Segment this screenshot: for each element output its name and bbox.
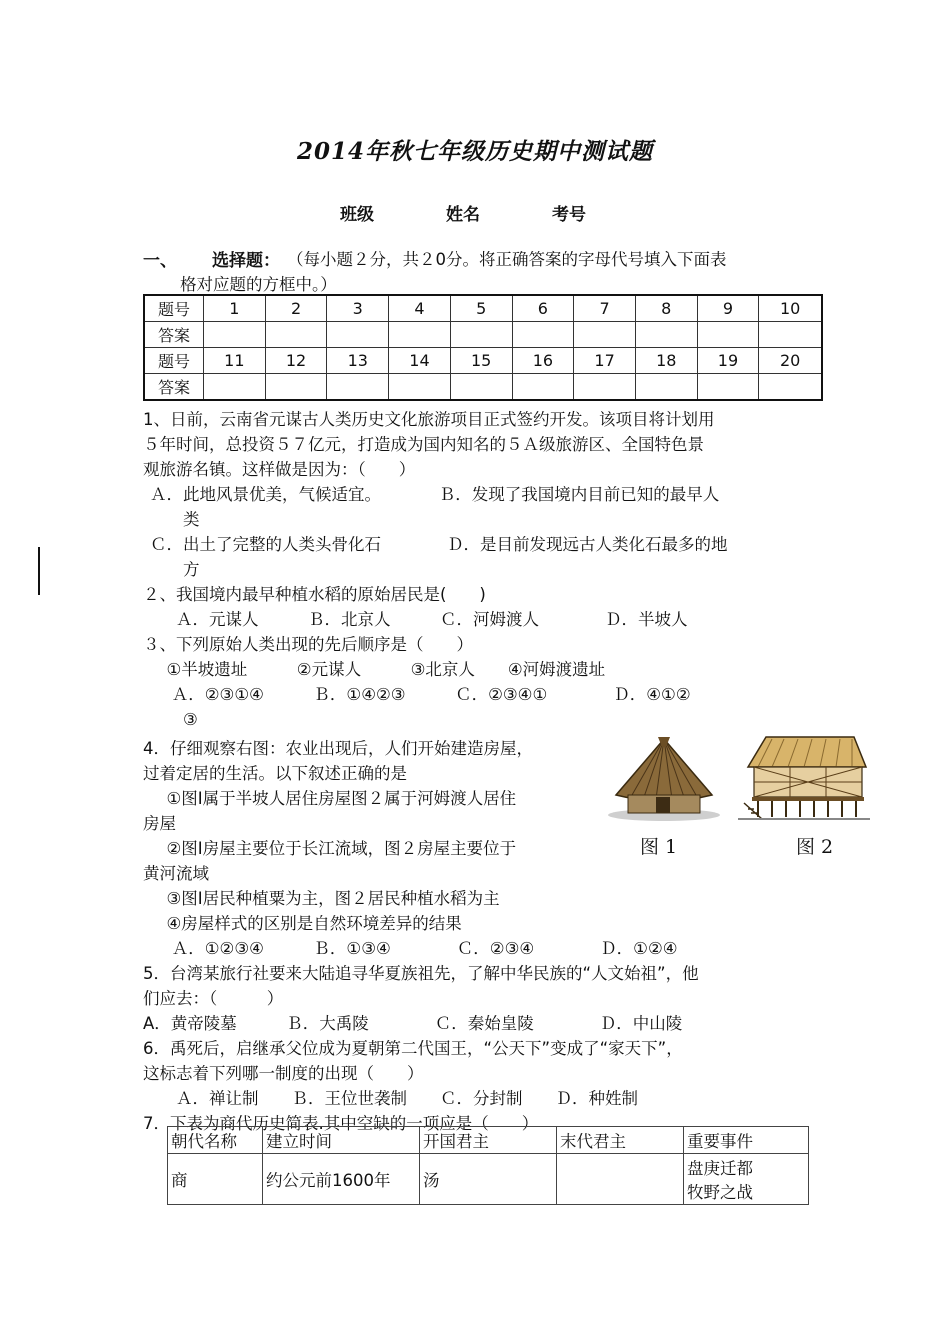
events-cell [684, 1154, 809, 1205]
name-label: 姓名 [446, 205, 480, 225]
answer-cell[interactable] [574, 374, 636, 401]
question-line: 过着定居的生活。以下叙述正确的是 [143, 764, 407, 783]
question-number: 13 [327, 348, 389, 374]
answer-cell[interactable] [574, 322, 636, 348]
question-number: 7 [574, 295, 636, 322]
answer-cell[interactable] [327, 374, 389, 401]
table-header: 开国君主 [420, 1127, 557, 1154]
answer-grid [143, 294, 823, 401]
question-number: 4 [389, 295, 451, 322]
question-line: 7．下表为商代历史简表.其中空缺的一项应是（ ） [143, 1114, 539, 1133]
question-line: 这标志着下列哪一制度的出现（ ） [143, 1064, 424, 1083]
question-line: Ａ．②③①④ Ｂ．①④②③ Ｃ．②③④① Ｄ．④①② [150, 685, 691, 704]
answer-cell[interactable] [512, 374, 574, 401]
table-header: 建立时间 [263, 1127, 420, 1154]
question-line: 5．台湾某旅行社要来大陆追寻华夏族祖先，了解中华民族的“人文始祖”，他 [143, 964, 699, 983]
question-line: Ａ．禅让制 Ｂ．王位世袭制 Ｃ．分封制 Ｄ．种姓制 [143, 1089, 638, 1108]
question-line: 观旅游名镇。这样做是因为：（ ） [143, 460, 416, 479]
question-line: ④房屋样式的区别是自然环境差异的结果 [150, 914, 462, 933]
question-line: Ａ．①②③④ Ｂ．①③④ Ｃ．②③④ Ｄ．①②④ [150, 939, 678, 958]
question-number: 15 [450, 348, 512, 374]
answer-cell[interactable] [635, 374, 697, 401]
question-number: 10 [759, 295, 822, 322]
question-number-row [144, 348, 822, 374]
table-header: 朝代名称 [168, 1127, 263, 1154]
dynasty-cell: 商 [168, 1154, 263, 1205]
row-label: 答案 [144, 322, 204, 348]
answer-cell[interactable] [389, 374, 451, 401]
question-number: 14 [389, 348, 451, 374]
question-number: 17 [574, 348, 636, 374]
question-number: 12 [265, 348, 327, 374]
class-label: 班级 [340, 205, 374, 225]
question-line: A．黄帝陵墓 Ｂ．大禹陵 Ｃ．秦始皇陵 Ｄ．中山陵 [143, 1014, 683, 1033]
question-number: 16 [512, 348, 574, 374]
last-ruler-cell [557, 1154, 684, 1205]
answer-cell[interactable] [204, 374, 266, 401]
question-line: 4．仔细观察右图：农业出现后，人们开始建造房屋， [143, 739, 533, 758]
question-number: 6 [512, 295, 574, 322]
answer-cell[interactable] [204, 322, 266, 348]
founding-time-cell: 约公元前1600年 [263, 1154, 420, 1205]
table-header-row [168, 1127, 809, 1154]
question-line: ②图Ⅰ房屋主要位于长江流域，图２房屋主要位于 [150, 839, 517, 858]
question-number: 9 [697, 295, 759, 322]
figure-1-label: 图 1 [640, 836, 678, 858]
question-line: 房屋 [143, 814, 176, 833]
page-title: 2014年秋七年级历史期中测试题 [296, 138, 653, 165]
question-number: 2 [265, 295, 327, 322]
question-number: 18 [635, 348, 697, 374]
question-line: 1、日前，云南省元谋古人类历史文化旅游项目正式签约开发。该项目将计划用 [143, 410, 715, 429]
question-line: 类 [150, 510, 200, 529]
question-line: ①图Ⅰ属于半坡人居住房屋图２属于河姆渡人居住 [150, 789, 517, 808]
question-line: 6．禹死后，启继承父位成为夏朝第二代国王，“公天下”变成了“家天下”， [143, 1039, 683, 1058]
question-number: 20 [759, 348, 822, 374]
round-hut-illustration [604, 733, 724, 823]
question-number: 8 [635, 295, 697, 322]
event-item: 牧野之战 [687, 1183, 753, 1202]
founder-cell: 汤 [420, 1154, 557, 1205]
question-number: 1 [204, 295, 266, 322]
table-header: 末代君主 [557, 1127, 684, 1154]
question-number: 11 [204, 348, 266, 374]
exam-number-label: 考号 [552, 205, 586, 225]
row-label: 题号 [144, 348, 204, 374]
question-line: 黄河流域 [143, 864, 209, 883]
answer-row [144, 322, 822, 348]
question-number: 3 [327, 295, 389, 322]
question-number: 5 [450, 295, 512, 322]
row-label: 题号 [144, 295, 204, 322]
answer-row [144, 374, 822, 401]
question-line: ５年时间，总投资５７亿元，打造成为国内知名的５Ａ级旅游区、全国特色景 [143, 435, 704, 454]
answer-cell[interactable] [759, 322, 822, 348]
answer-cell[interactable] [265, 322, 327, 348]
answer-cell[interactable] [450, 322, 512, 348]
answer-cell[interactable] [697, 322, 759, 348]
answer-cell[interactable] [512, 322, 574, 348]
question-line: ３、下列原始人类出现的先后顺序是（ ） [143, 635, 473, 654]
question-line: 方 [150, 560, 200, 579]
question-line: Ａ．此地风景优美，气候适宜。 Ｂ．发现了我国境内目前已知的最早人 [150, 485, 720, 504]
section-label: 选择题： [212, 251, 280, 271]
question-line: 们应去：（ ） [143, 989, 284, 1008]
section-description-cont: 格对应题的方框中。） [180, 275, 337, 294]
stilt-house-illustration [738, 733, 870, 823]
question-number: 19 [697, 348, 759, 374]
question-line: ③图Ⅰ居民种植粟为主，图２居民种植水稻为主 [150, 889, 500, 908]
answer-cell[interactable] [389, 322, 451, 348]
answer-cell[interactable] [697, 374, 759, 401]
table-header: 重要事件 [684, 1127, 809, 1154]
shang-dynasty-table [167, 1126, 809, 1205]
table-row [168, 1154, 809, 1205]
row-label: 答案 [144, 374, 204, 401]
answer-cell[interactable] [635, 322, 697, 348]
answer-cell[interactable] [265, 374, 327, 401]
question-line: ③ [150, 710, 198, 729]
question-number-row [144, 295, 822, 322]
question-line: ①半坡遗址 ②元谋人 ③北京人 ④河姆渡遗址 [150, 660, 606, 679]
question-line: Ａ．元谋人 Ｂ．北京人 Ｃ．河姆渡人 Ｄ．半坡人 [143, 610, 688, 629]
section-description: （每小题２分，共２0分。将正确答案的字母代号填入下面表 [287, 250, 727, 269]
section-number: 一、 [143, 251, 177, 271]
figure-2-label: 图 2 [796, 836, 834, 858]
answer-cell[interactable] [759, 374, 822, 401]
answer-cell[interactable] [450, 374, 512, 401]
event-item: 盘庚迁都 [687, 1159, 753, 1178]
text-cursor [38, 547, 40, 595]
question-line: ２、我国境内最早种植水稻的原始居民是( ) [143, 585, 486, 604]
answer-cell[interactable] [327, 322, 389, 348]
question-line: Ｃ．出土了完整的人类头骨化石 Ｄ．是目前发现远古人类化石最多的地 [150, 535, 728, 554]
